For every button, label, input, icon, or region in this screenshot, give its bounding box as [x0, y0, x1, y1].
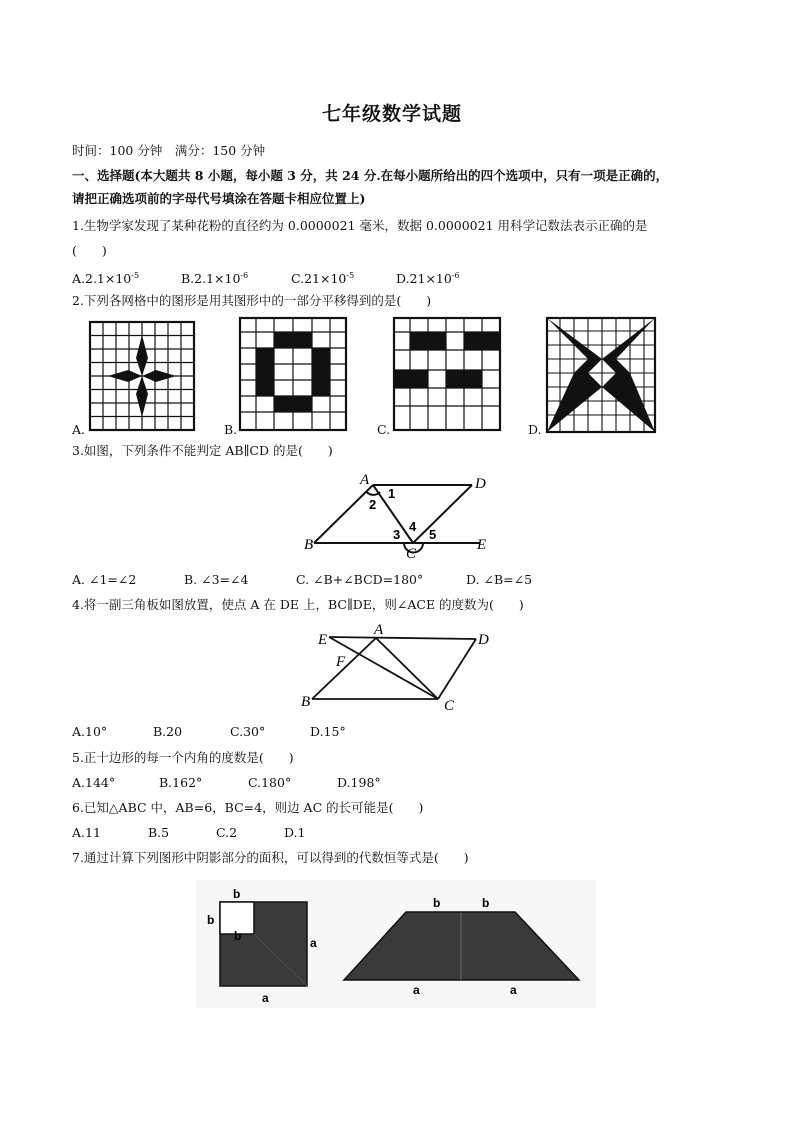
grid-figure-b: [238, 316, 348, 432]
triangle-boards-figure: [296, 622, 496, 714]
square-bottom-a-label: a: [262, 991, 269, 1005]
section-instructions-line1: 一、选择题(本大题共 8 小题，每小题 3 分，共 24 分.在每小题所给出的四个选项中，只有一项是正确的，: [72, 168, 669, 183]
question-1-option-b[interactable]: $B.2.1\times 10^{-6}$: [181, 271, 249, 286]
question-2-option-c[interactable]: C.: [377, 422, 391, 437]
parallel-lines-figure: [296, 468, 496, 562]
question-3-option-c[interactable]: C. ∠B+∠BCD=180°: [296, 572, 424, 587]
point-d-label: D: [475, 476, 486, 492]
question-2-stem: 2.下列各网格中的图形是用其图形中的一部分平移得到的是( ): [72, 293, 432, 308]
point-f-label: F: [336, 654, 346, 670]
question-2-option-b[interactable]: B.: [224, 422, 238, 437]
grid-figure-a: [88, 320, 196, 432]
grid-figure-c: [392, 316, 502, 432]
question-5-option-c[interactable]: C.180°: [248, 775, 292, 790]
question-3-option-d[interactable]: D. ∠B=∠5: [466, 572, 533, 587]
point-c-label: C: [444, 698, 455, 714]
trapezoid-bottom-left-a-label: a: [413, 983, 420, 997]
question-4-option-b[interactable]: B.20: [153, 724, 183, 739]
question-6-option-b[interactable]: B.5: [148, 825, 170, 840]
square-inner-b-label: b: [234, 929, 242, 943]
trapezoid-top-right-b-label: b: [482, 896, 490, 910]
question-5-option-b[interactable]: B.162°: [159, 775, 203, 790]
point-e-label: E: [318, 632, 328, 648]
exam-meta: 时间：100 分钟 满分：150 分钟: [72, 143, 266, 158]
question-6-option-a[interactable]: A.11: [72, 825, 101, 840]
question-3-stem: 3.如图，下列条件不能判定 AB∥CD 的是( ): [72, 443, 333, 458]
question-2-option-d[interactable]: D.: [528, 422, 542, 437]
point-a-label: A: [374, 622, 384, 638]
point-b-label: B: [304, 537, 314, 553]
question-4-option-a[interactable]: A.10°: [72, 724, 108, 739]
square-top-b-label: b: [233, 887, 241, 901]
question-6-stem: 6.已知△ABC 中，AB=6，BC=4，则边 AC 的长可能是( ): [72, 800, 424, 815]
question-5-option-d[interactable]: D.198°: [337, 775, 381, 790]
question-1-stem: 1.生物学家发现了某种花粉的直径约为 0.0000021 毫米，数据 0.0000021 用科学记数法表示正确的是: [72, 218, 648, 233]
question-1-option-c[interactable]: $C.21\times 10^{-5}$: [291, 271, 355, 286]
angle-3-label: 3: [393, 527, 401, 542]
angle-2-label: 2: [369, 497, 377, 512]
question-7-stem: 7.通过计算下列图形中阴影部分的面积，可以得到的代数恒等式是( ): [72, 850, 469, 865]
angle-4-label: 4: [409, 519, 417, 534]
question-6-option-c[interactable]: C.2: [216, 825, 238, 840]
question-3-option-a[interactable]: A. ∠1=∠2: [72, 572, 137, 587]
section-instructions-line2: 请把正确选项前的字母代号填涂在答题卡相应位置上): [72, 191, 366, 206]
question-5-stem: 5.正十边形的每一个内角的度数是( ): [72, 750, 294, 765]
area-identity-figure: [196, 880, 596, 1008]
point-b-label: B: [301, 694, 311, 710]
trapezoid-top-left-b-label: b: [433, 896, 441, 910]
question-4-option-d[interactable]: D.15°: [310, 724, 346, 739]
page-title: 七年级数学试题: [322, 103, 463, 125]
question-1-option-a[interactable]: $A.2.1\times 10^{-5}$: [72, 271, 140, 286]
point-d-label: D: [478, 632, 489, 648]
question-3-option-b[interactable]: B. ∠3=∠4: [184, 572, 249, 587]
point-c-label: C: [406, 546, 417, 562]
trapezoid-bottom-right-a-label: a: [510, 983, 517, 997]
question-6-option-d[interactable]: D.1: [284, 825, 306, 840]
grid-figure-d: [545, 316, 657, 434]
question-5-option-a[interactable]: A.144°: [72, 775, 116, 790]
point-e-label: E: [477, 537, 487, 553]
question-1-option-d[interactable]: $D.21\times 10^{-6}$: [396, 271, 460, 286]
square-right-a-label: a: [310, 936, 317, 950]
angle-1-label: 1: [388, 486, 396, 501]
point-a-label: A: [360, 472, 370, 488]
question-1-stem-paren: ( ): [72, 243, 107, 258]
angle-5-label: 5: [429, 527, 437, 542]
question-2-option-a[interactable]: A.: [72, 422, 86, 437]
square-left-b-label: b: [207, 913, 215, 927]
question-4-stem: 4.将一副三角板如图放置，使点 A 在 DE 上，BC∥DE，则∠ACE 的度数为( ): [72, 597, 524, 612]
question-4-option-c[interactable]: C.30°: [230, 724, 266, 739]
